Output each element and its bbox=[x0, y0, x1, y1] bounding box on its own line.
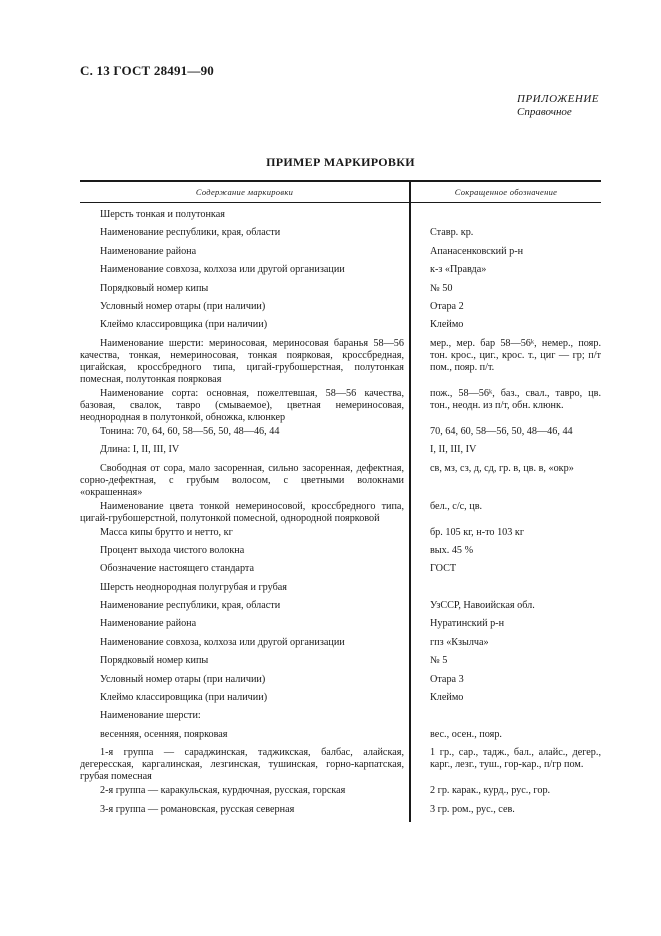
marking-content-text: 3-я группа — романовская, русская северная bbox=[100, 803, 295, 815]
marking-content-text: Шерсть неоднородная полугрубая и грубая bbox=[100, 581, 287, 593]
table-header-row bbox=[80, 181, 601, 203]
marking-abbreviation-cell: Клеймо bbox=[430, 319, 464, 331]
marking-content-cell bbox=[80, 203, 410, 228]
marking-table bbox=[80, 180, 601, 822]
marking-abbreviation-cell: 1 гр., сар., тадж., бал., алайс., дегер., карг., лезг., туш., гор-кар., п/гр пом. bbox=[430, 747, 601, 771]
marking-abbreviation-cell: УзССР, Навоийская обл. bbox=[430, 600, 535, 612]
table-row bbox=[80, 692, 601, 710]
marking-abbreviation-cell: ГОСТ bbox=[430, 563, 457, 575]
marking-abbreviation-cell bbox=[410, 582, 601, 600]
marking-content-text: Масса кипы брутто и нетто, кг bbox=[100, 526, 233, 538]
table-row bbox=[80, 501, 601, 527]
marking-content-text: Клеймо классировщика (при наличии) bbox=[100, 692, 268, 704]
table-row bbox=[80, 785, 601, 803]
table-row bbox=[80, 426, 601, 444]
table-row bbox=[80, 388, 601, 426]
table-row bbox=[80, 618, 601, 636]
marking-content-cell bbox=[80, 747, 410, 785]
table-row bbox=[80, 283, 601, 301]
marking-content-text: Шерсть тонкая и полутонкая bbox=[100, 209, 225, 220]
marking-content-text: Наименование совхоза, колхоза или другой организации bbox=[100, 264, 345, 276]
marking-abbreviation-cell: I, II, III, IV bbox=[430, 444, 477, 456]
marking-content-text: 2-я группа — каракульская, курдючная, русская, горская bbox=[100, 785, 346, 797]
marking-content-cell bbox=[80, 319, 410, 337]
marking-abbreviation-cell: вых. 45 % bbox=[430, 544, 474, 556]
marking-abbreviation-cell: к-з «Правда» bbox=[430, 264, 487, 276]
marking-content-cell bbox=[80, 692, 410, 710]
marking-content-cell bbox=[80, 338, 410, 388]
marking-abbreviation-cell: св, мз, сз, д, сд, гр. в, цв. в, «окр» bbox=[430, 462, 574, 474]
table-row bbox=[80, 264, 601, 282]
marking-abbreviation-cell: Нуратинский р-н bbox=[430, 618, 505, 630]
marking-content-cell bbox=[80, 710, 410, 728]
marking-content-cell bbox=[80, 463, 410, 501]
table-row bbox=[80, 545, 601, 563]
marking-abbreviation-cell: пож., 58—56ᵏ, баз., свал., тавро, цв. тон., неодн. из п/т, обн. клюнк. bbox=[430, 387, 601, 411]
marking-content-text: Условный номер отары (при наличии) bbox=[100, 673, 266, 685]
marking-abbreviation-cell bbox=[410, 203, 601, 228]
marking-content-text: Наименование шерсти: bbox=[100, 710, 201, 722]
marking-abbreviation-cell: гпз «Кзылча» bbox=[430, 636, 489, 648]
table-row bbox=[80, 227, 601, 245]
marking-content-text: Наименование сорта: основная, пожелтевшая, 58—56 качества, базовая, свалок, тавро (смываемое), цветная немериносовая, неоднородная в полутонкой, обножка, клюнкер bbox=[80, 387, 404, 423]
marking-content-text: весенняя, осенняя, поярковая bbox=[100, 728, 228, 740]
table-row bbox=[80, 674, 601, 692]
marking-content-cell bbox=[80, 444, 410, 462]
marking-content-cell bbox=[80, 246, 410, 264]
marking-content-cell bbox=[80, 655, 410, 673]
table-row bbox=[80, 527, 601, 545]
marking-content-text: Клеймо классировщика (при наличии) bbox=[100, 319, 268, 331]
marking-content-text: Процент выхода чистого волокна bbox=[100, 544, 245, 556]
marking-content-cell bbox=[80, 545, 410, 563]
table-row bbox=[80, 563, 601, 581]
marking-content-text: Наименование республики, края, области bbox=[100, 600, 281, 612]
marking-abbreviation-cell: Отара 3 bbox=[430, 673, 464, 685]
marking-content-text: Условный номер отары (при наличии) bbox=[100, 300, 266, 312]
marking-abbreviation-cell: бр. 105 кг, н-то 103 кг bbox=[430, 526, 525, 538]
marking-abbreviation-cell: № 5 bbox=[430, 655, 448, 667]
marking-content-cell bbox=[80, 264, 410, 282]
marking-content-cell bbox=[80, 301, 410, 319]
table-row bbox=[80, 600, 601, 618]
marking-content-cell bbox=[80, 600, 410, 618]
marking-content-text: Наименование совхоза, колхоза или другой организации bbox=[100, 636, 345, 648]
table-row bbox=[80, 655, 601, 673]
marking-abbreviation-cell: № 50 bbox=[430, 282, 453, 294]
marking-content-text: Наименование района bbox=[100, 618, 197, 630]
marking-content-text: Наименование района bbox=[100, 245, 197, 257]
document-title: ПРИМЕР МАРКИРОВКИ bbox=[266, 155, 415, 169]
marking-abbreviation-cell bbox=[410, 710, 601, 728]
table-row bbox=[80, 710, 601, 728]
marking-content-cell bbox=[80, 527, 410, 545]
table-row bbox=[80, 804, 601, 822]
table-row bbox=[80, 338, 601, 388]
table-row bbox=[80, 203, 601, 228]
marking-content-text: Длина: I, II, III, IV bbox=[100, 444, 180, 456]
marking-content-cell bbox=[80, 582, 410, 600]
marking-content-cell bbox=[80, 804, 410, 822]
column-header-content: Содержание маркировки bbox=[80, 181, 410, 203]
marking-content-cell bbox=[80, 563, 410, 581]
marking-content-text: Наименование цвета тонкой немериносовой, кроссбредного типа, цигай-грубошерстной, полутонкой помесной, однородной поярковой bbox=[80, 500, 404, 524]
table-row bbox=[80, 301, 601, 319]
marking-content-cell bbox=[80, 729, 410, 747]
column-header-abbreviation: Сокращенное обозначение bbox=[410, 181, 601, 203]
table-row bbox=[80, 444, 601, 462]
marking-content-text: Обозначение настоящего стандарта bbox=[100, 563, 255, 575]
marking-content-cell bbox=[80, 227, 410, 245]
marking-content-cell bbox=[80, 388, 410, 426]
marking-abbreviation-cell: бел., с/с, цв. bbox=[430, 500, 483, 512]
table-row bbox=[80, 747, 601, 785]
marking-content-cell bbox=[80, 674, 410, 692]
marking-content-text: Тонина: 70, 64, 60, 58—56, 50, 48—46, 44 bbox=[100, 425, 280, 437]
marking-content-text: Наименование республики, края, области bbox=[100, 227, 281, 239]
marking-abbreviation-cell: Клеймо bbox=[430, 692, 464, 704]
table-row bbox=[80, 246, 601, 264]
marking-abbreviation-cell: Ставр. кр. bbox=[430, 227, 474, 239]
table-row bbox=[80, 729, 601, 747]
marking-content-cell bbox=[80, 637, 410, 655]
marking-content-text: Наименование шерсти: мериносовая, мериносовая баранья 58—56 качества, тонкая, немериносовая, тонкая поярковая, кроссбредная, цигайская, кроссбредного типа, цигай-грубошерстная, полутонкая помесная, полутонкая поярковая bbox=[80, 337, 404, 385]
marking-abbreviation-cell: 70, 64, 60, 58—56, 50, 48—46, 44 bbox=[430, 425, 573, 437]
appendix-label bbox=[517, 93, 599, 119]
marking-content-cell bbox=[80, 283, 410, 301]
marking-content-text: Порядковый номер кипы bbox=[100, 655, 209, 667]
marking-abbreviation-cell: Отара 2 bbox=[430, 300, 464, 312]
marking-abbreviation-cell: 3 гр. ром., рус., сев. bbox=[430, 803, 515, 815]
table-body bbox=[80, 203, 601, 822]
marking-abbreviation-cell: вес., осен., пояр. bbox=[430, 728, 502, 740]
marking-content-cell bbox=[80, 618, 410, 636]
page-header: С. 13 ГОСТ 28491—90 bbox=[80, 63, 214, 78]
marking-content-text: Порядковый номер кипы bbox=[100, 282, 209, 294]
marking-content-text: 1-я группа — сараджинская, таджикская, балбас, алайская, дегересская, каргалинская, лезгинская, тушинская, горно-карпатская, грубая помесная bbox=[80, 747, 404, 783]
table-row bbox=[80, 582, 601, 600]
marking-content-cell bbox=[80, 426, 410, 444]
table-row bbox=[80, 319, 601, 337]
marking-content-text: Свободная от сора, мало засоренная, сильно засоренная, дефектная, сорно-дефектная, с грубым волосом, с цветными волокнами «окрашенная» bbox=[80, 462, 404, 498]
marking-abbreviation-cell: 2 гр. карак., курд., рус., гор. bbox=[430, 785, 551, 797]
marking-abbreviation-cell: мер., мер. бар 58—56ᵏ, немер., пояр. тон. крос., циг., крос. т., циг — гр; п/т пом., пояр. п/т. bbox=[430, 337, 601, 373]
marking-content-cell bbox=[80, 785, 410, 803]
table-row bbox=[80, 463, 601, 501]
table-row bbox=[80, 637, 601, 655]
appendix-subtitle: Справочное bbox=[517, 106, 572, 118]
marking-content-cell bbox=[80, 501, 410, 527]
appendix-title: ПРИЛОЖЕНИЕ bbox=[517, 93, 599, 105]
marking-abbreviation-cell: Апанасенковский р-н bbox=[430, 245, 524, 257]
